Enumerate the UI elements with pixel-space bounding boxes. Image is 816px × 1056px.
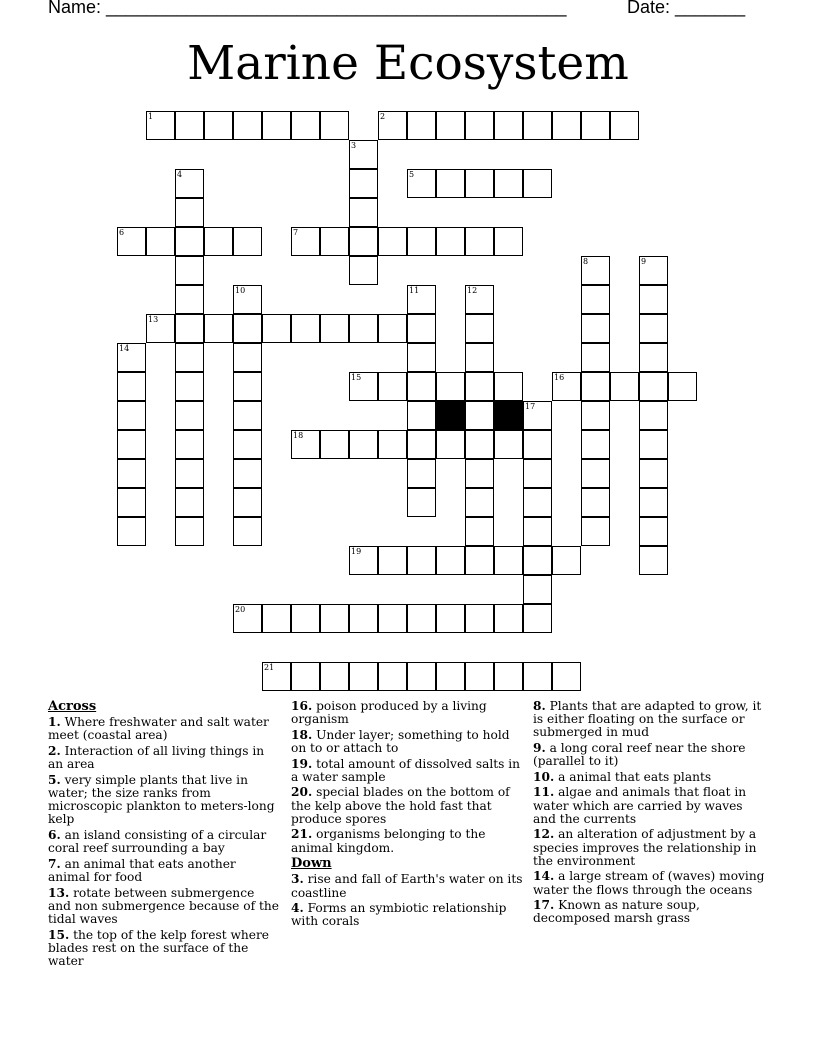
- clue-number: 1: [148, 112, 154, 121]
- grid-cell[interactable]: [668, 372, 697, 401]
- grid-cell[interactable]: [378, 372, 407, 401]
- clue-item: [48, 829, 280, 855]
- grid-cell[interactable]: [407, 314, 436, 343]
- grid-cell[interactable]: [320, 111, 349, 140]
- grid-cell[interactable]: [117, 430, 146, 459]
- clue-item-number: 4.: [291, 901, 304, 916]
- grid-cell[interactable]: [262, 111, 291, 140]
- clue-item-text: special blades on the bottom of the kelp above the hold fast that produce spores: [291, 785, 510, 826]
- grid-cell[interactable]: [523, 111, 552, 140]
- clue-item-number: 21.: [291, 827, 313, 842]
- clue-item: [48, 745, 280, 771]
- clue-item-number: 12.: [533, 827, 555, 842]
- grid-cell[interactable]: [465, 517, 494, 546]
- grid-cell[interactable]: [407, 604, 436, 633]
- clue-number: 10: [235, 286, 246, 295]
- clue-number: 8: [583, 257, 589, 266]
- grid-cell[interactable]: [436, 430, 465, 459]
- grid-cell[interactable]: [349, 604, 378, 633]
- grid-cell[interactable]: [494, 227, 523, 256]
- grid-cell[interactable]: [117, 343, 146, 372]
- clue-item-text: Where freshwater and salt water meet (coastal area): [48, 715, 269, 743]
- clue-number: 6: [119, 228, 125, 237]
- grid-cell[interactable]: [291, 430, 320, 459]
- grid-cell[interactable]: [117, 372, 146, 401]
- grid-cell[interactable]: [233, 285, 262, 314]
- blocked-cell: [494, 401, 523, 430]
- grid-cell[interactable]: [349, 140, 378, 169]
- grid-cell[interactable]: [349, 662, 378, 691]
- grid-cell[interactable]: [378, 111, 407, 140]
- grid-cell[interactable]: [407, 169, 436, 198]
- grid-cell[interactable]: [436, 546, 465, 575]
- grid-cell[interactable]: [175, 343, 204, 372]
- clue-item: [291, 828, 523, 854]
- grid-cell[interactable]: [204, 227, 233, 256]
- clue-item-text: a animal that eats plants: [554, 769, 712, 784]
- across-clue-list-2: [291, 700, 523, 855]
- grid-cell[interactable]: [639, 285, 668, 314]
- grid-cell[interactable]: [349, 227, 378, 256]
- grid-cell[interactable]: [581, 401, 610, 430]
- grid-cell[interactable]: [436, 111, 465, 140]
- grid-cell[interactable]: [349, 169, 378, 198]
- grid-cell[interactable]: [175, 488, 204, 517]
- clue-item: [291, 902, 523, 928]
- clue-item: [291, 729, 523, 755]
- name-label: Name:: [48, 0, 102, 17]
- grid-cell[interactable]: [465, 372, 494, 401]
- grid-cell[interactable]: [320, 604, 349, 633]
- clue-item-text: total amount of dissolved salts in a water sample: [291, 756, 521, 784]
- clue-item: [48, 929, 280, 969]
- clue-item: [533, 870, 765, 896]
- grid-cell[interactable]: [233, 401, 262, 430]
- grid-cell[interactable]: [378, 604, 407, 633]
- clue-item-text: Forms an symbiotic relationship with corals: [291, 901, 507, 929]
- grid-cell[interactable]: [581, 372, 610, 401]
- grid-cell[interactable]: [465, 227, 494, 256]
- grid-cell[interactable]: [291, 604, 320, 633]
- clue-item-number: 14.: [533, 869, 555, 884]
- clue-number: 4: [177, 170, 183, 179]
- clue-item: [291, 700, 523, 726]
- grid-cell[interactable]: [581, 343, 610, 372]
- grid-cell[interactable]: [407, 285, 436, 314]
- grid-cell[interactable]: [146, 314, 175, 343]
- grid-cell[interactable]: [262, 604, 291, 633]
- clue-item: [291, 758, 523, 784]
- grid-cell[interactable]: [233, 488, 262, 517]
- grid-cell[interactable]: [175, 430, 204, 459]
- grid-cell[interactable]: [175, 459, 204, 488]
- grid-cell[interactable]: [204, 314, 233, 343]
- clue-number: 18: [293, 431, 304, 440]
- clue-number: 19: [351, 547, 362, 556]
- grid-cell[interactable]: [117, 401, 146, 430]
- grid-cell[interactable]: [639, 343, 668, 372]
- page-title: Marine Ecosystem: [187, 36, 629, 91]
- clue-item-text: Under layer; something to hold on to or attach to: [291, 727, 510, 755]
- clue-item-number: 9.: [533, 741, 546, 755]
- clue-item-text: an animal that eats another animal for food: [48, 856, 236, 884]
- grid-cell[interactable]: [349, 546, 378, 575]
- grid-cell[interactable]: [552, 372, 581, 401]
- clue-item: [533, 828, 765, 868]
- clue-item: [291, 786, 523, 826]
- grid-cell[interactable]: [523, 662, 552, 691]
- clue-item-text: very simple plants that live in water; the size ranks from microscopic plankton to meters-long kelp: [48, 772, 275, 827]
- grid-cell[interactable]: [320, 314, 349, 343]
- grid-cell[interactable]: [320, 227, 349, 256]
- grid-cell[interactable]: [233, 343, 262, 372]
- clue-item-number: 1.: [48, 715, 61, 730]
- grid-cell[interactable]: [494, 546, 523, 575]
- clue-item-number: 19.: [291, 756, 313, 771]
- grid-cell[interactable]: [639, 488, 668, 517]
- clue-number: 17: [525, 402, 536, 411]
- clue-number: 20: [235, 605, 246, 614]
- grid-cell[interactable]: [291, 662, 320, 691]
- grid-cell[interactable]: [175, 169, 204, 198]
- grid-cell[interactable]: [465, 430, 494, 459]
- blocked-cell: [436, 401, 465, 430]
- grid-cell[interactable]: [378, 546, 407, 575]
- clue-number: 7: [293, 228, 299, 237]
- grid-cell[interactable]: [407, 111, 436, 140]
- clue-number: 3: [351, 141, 357, 150]
- grid-cell[interactable]: [407, 430, 436, 459]
- grid-cell[interactable]: [233, 459, 262, 488]
- clue-number: 21: [264, 663, 275, 672]
- clue-item-text: Known as nature soup, decomposed marsh grass: [533, 898, 700, 926]
- grid-cell[interactable]: [494, 430, 523, 459]
- clue-item-text: Interaction of all living things in an area: [48, 744, 265, 772]
- grid-cell[interactable]: [523, 517, 552, 546]
- clue-item-number: 8.: [533, 699, 546, 713]
- clue-item: [533, 771, 765, 784]
- grid-cell[interactable]: [465, 662, 494, 691]
- grid-cell[interactable]: [320, 662, 349, 691]
- clue-number: 14: [119, 344, 130, 353]
- grid-cell[interactable]: [175, 372, 204, 401]
- clue-item: [533, 742, 765, 768]
- grid-cell[interactable]: [378, 314, 407, 343]
- grid-cell[interactable]: [378, 430, 407, 459]
- grid-cell[interactable]: [233, 517, 262, 546]
- clue-item-number: 20.: [291, 785, 313, 800]
- grid-cell[interactable]: [175, 285, 204, 314]
- grid-cell[interactable]: [117, 488, 146, 517]
- clue-item-number: 2.: [48, 744, 61, 758]
- grid-cell[interactable]: [436, 372, 465, 401]
- grid-cell[interactable]: [407, 372, 436, 401]
- clue-number: 16: [554, 373, 565, 382]
- grid-cell[interactable]: [581, 256, 610, 285]
- grid-cell[interactable]: [233, 227, 262, 256]
- grid-cell[interactable]: [639, 314, 668, 343]
- clue-number: 13: [148, 315, 159, 324]
- grid-cell[interactable]: [639, 401, 668, 430]
- grid-cell[interactable]: [378, 227, 407, 256]
- down-heading: Down: [291, 856, 332, 872]
- grid-cell[interactable]: [581, 517, 610, 546]
- grid-cell[interactable]: [639, 372, 668, 401]
- clue-item-text: Plants that are adapted to grow, it is either floating on the surface or submerged in mud: [533, 699, 762, 740]
- grid-cell[interactable]: [552, 546, 581, 575]
- clue-item-number: 11.: [533, 785, 555, 800]
- grid-cell[interactable]: [407, 459, 436, 488]
- clue-number: 11: [409, 286, 420, 295]
- grid-cell[interactable]: [610, 372, 639, 401]
- clue-item-text: poison produced by a living organism: [291, 699, 487, 727]
- clue-item-number: 17.: [533, 898, 555, 913]
- grid-cell[interactable]: [639, 256, 668, 285]
- clue-item-text: an alteration of adjustment by a species improves the relationship in the environment: [533, 827, 757, 868]
- clue-item-text: a long coral reef near the shore (parallel to it): [533, 741, 746, 769]
- grid-cell[interactable]: [175, 401, 204, 430]
- down-clue-list-2: [533, 700, 765, 926]
- grid-cell[interactable]: [407, 662, 436, 691]
- grid-cell[interactable]: [436, 169, 465, 198]
- grid-cell[interactable]: [639, 459, 668, 488]
- grid-cell[interactable]: [494, 662, 523, 691]
- clue-item-number: 7.: [48, 856, 61, 871]
- grid-cell[interactable]: [523, 604, 552, 633]
- grid-cell[interactable]: [378, 662, 407, 691]
- grid-cell[interactable]: [581, 488, 610, 517]
- grid-cell[interactable]: [233, 604, 262, 633]
- grid-cell[interactable]: [175, 256, 204, 285]
- clue-item-text: an island consisting of a circular coral reef surrounding a bay: [48, 828, 267, 856]
- grid-cell[interactable]: [349, 372, 378, 401]
- grid-cell[interactable]: [523, 488, 552, 517]
- grid-cell[interactable]: [407, 401, 436, 430]
- grid-cell[interactable]: [523, 459, 552, 488]
- grid-cell[interactable]: [465, 343, 494, 372]
- clue-item-number: 16.: [291, 699, 313, 713]
- clue-item-number: 15.: [48, 927, 70, 942]
- clue-item: [48, 858, 280, 884]
- grid-cell[interactable]: [523, 401, 552, 430]
- clue-item: [48, 774, 280, 827]
- clues-column-2: [291, 700, 523, 931]
- grid-cell[interactable]: [407, 227, 436, 256]
- grid-cell[interactable]: [465, 111, 494, 140]
- clue-item-number: 10.: [533, 769, 555, 784]
- grid-cell[interactable]: [262, 662, 291, 691]
- grid-cell[interactable]: [146, 227, 175, 256]
- grid-cell[interactable]: [465, 401, 494, 430]
- clue-number: 2: [380, 112, 386, 121]
- grid-cell[interactable]: [407, 546, 436, 575]
- grid-cell[interactable]: [233, 111, 262, 140]
- clue-item: [533, 786, 765, 826]
- grid-cell[interactable]: [146, 111, 175, 140]
- grid-cell[interactable]: [639, 430, 668, 459]
- grid-cell[interactable]: [233, 372, 262, 401]
- grid-cell[interactable]: [436, 227, 465, 256]
- grid-cell[interactable]: [291, 227, 320, 256]
- clue-item: [48, 887, 280, 927]
- clue-item: [291, 873, 523, 899]
- clue-item-text: a large stream of (waves) moving water the flows through the oceans: [533, 869, 765, 897]
- grid-cell[interactable]: [117, 517, 146, 546]
- grid-cell[interactable]: [349, 256, 378, 285]
- grid-cell[interactable]: [581, 111, 610, 140]
- clues-column-1: [48, 700, 280, 971]
- grid-cell[interactable]: [523, 575, 552, 604]
- grid-cell[interactable]: [523, 546, 552, 575]
- clue-item-text: organisms belonging to the animal kingdom.: [291, 827, 486, 855]
- grid-cell[interactable]: [552, 111, 581, 140]
- grid-cell[interactable]: [581, 430, 610, 459]
- grid-cell[interactable]: [204, 111, 233, 140]
- grid-cell[interactable]: [436, 662, 465, 691]
- grid-cell[interactable]: [175, 111, 204, 140]
- grid-cell[interactable]: [523, 169, 552, 198]
- grid-cell[interactable]: [610, 111, 639, 140]
- clue-number: 15: [351, 373, 362, 382]
- grid-cell[interactable]: [117, 459, 146, 488]
- across-clue-list-1: [48, 716, 280, 968]
- grid-cell[interactable]: [262, 314, 291, 343]
- name-blank[interactable]: ______________________________________________: [106, 0, 567, 17]
- grid-cell[interactable]: [175, 517, 204, 546]
- grid-cell[interactable]: [117, 227, 146, 256]
- clue-item-number: 3.: [291, 872, 304, 887]
- grid-cell[interactable]: [349, 314, 378, 343]
- grid-cell[interactable]: [233, 314, 262, 343]
- clue-item-number: 18.: [291, 727, 313, 742]
- clue-item-number: 5.: [48, 772, 61, 787]
- clue-item: [48, 716, 280, 742]
- grid-cell[interactable]: [320, 430, 349, 459]
- grid-cell[interactable]: [581, 459, 610, 488]
- grid-cell[interactable]: [552, 662, 581, 691]
- grid-cell[interactable]: [233, 430, 262, 459]
- clue-item-number: 13.: [48, 885, 70, 900]
- clue-number: 9: [641, 257, 647, 266]
- grid-cell[interactable]: [175, 198, 204, 227]
- clue-item-text: the top of the kelp forest where blades rest on the surface of the water: [48, 927, 270, 968]
- grid-cell[interactable]: [465, 488, 494, 517]
- grid-cell[interactable]: [494, 604, 523, 633]
- grid-cell[interactable]: [291, 314, 320, 343]
- grid-cell[interactable]: [465, 285, 494, 314]
- grid-cell[interactable]: [349, 430, 378, 459]
- date-label: Date:: [627, 0, 671, 17]
- clue-item-number: 6.: [48, 828, 61, 842]
- grid-cell[interactable]: [291, 111, 320, 140]
- grid-cell[interactable]: [175, 227, 204, 256]
- grid-cell[interactable]: [494, 169, 523, 198]
- grid-cell[interactable]: [175, 314, 204, 343]
- clue-item-text: rotate between submergence and non submergence because of the tidal waves: [48, 885, 279, 926]
- grid-cell[interactable]: [407, 343, 436, 372]
- grid-cell[interactable]: [465, 314, 494, 343]
- grid-cell[interactable]: [581, 285, 610, 314]
- grid-cell[interactable]: [465, 169, 494, 198]
- date-blank[interactable]: _______: [675, 0, 746, 17]
- grid-cell[interactable]: [639, 546, 668, 575]
- grid-cell[interactable]: [407, 488, 436, 517]
- clue-item: [533, 899, 765, 925]
- grid-cell[interactable]: [436, 604, 465, 633]
- down-clue-list-1: [291, 873, 523, 928]
- clues-column-3: [533, 700, 765, 928]
- grid-cell[interactable]: [494, 111, 523, 140]
- clue-item: [533, 700, 765, 740]
- across-heading: Across: [48, 699, 97, 714]
- grid-cell[interactable]: [465, 604, 494, 633]
- grid-cell[interactable]: [465, 546, 494, 575]
- grid-cell[interactable]: [523, 430, 552, 459]
- grid-cell[interactable]: [494, 372, 523, 401]
- clue-number: 12: [467, 286, 478, 295]
- clue-item-text: rise and fall of Earth's water on its coastline: [291, 872, 523, 900]
- grid-cell[interactable]: [581, 314, 610, 343]
- clue-item-text: algae and animals that float in water which are carried by waves and the currents: [533, 785, 747, 826]
- clue-number: 5: [409, 170, 415, 179]
- grid-cell[interactable]: [465, 459, 494, 488]
- grid-cell[interactable]: [349, 198, 378, 227]
- grid-cell[interactable]: [639, 517, 668, 546]
